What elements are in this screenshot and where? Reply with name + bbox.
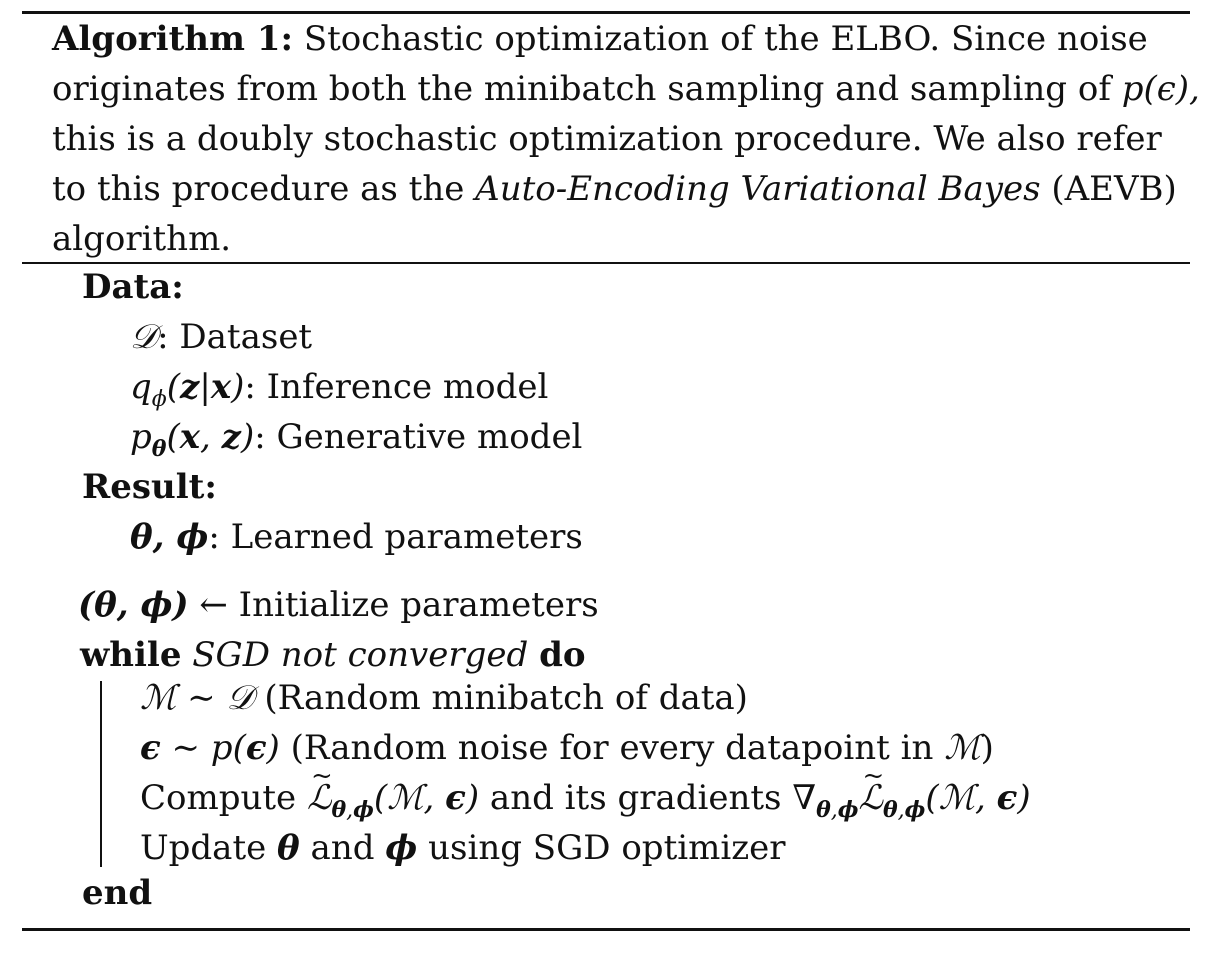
caption-line-2: [52, 64, 1200, 114]
parameters-text: : Learned parameters: [208, 517, 583, 557]
loop-step-update: [140, 823, 786, 873]
caption-math-noise: p(ϵ),: [1121, 69, 1200, 109]
update-text: Update: [140, 828, 278, 868]
compute-elbo-math: ~ ℒ$_{\theta,\phi}$(ℳ, ϵ): [307, 778, 479, 818]
loop-step-minibatch: [140, 673, 748, 723]
data-item-inference-model: [130, 362, 548, 412]
caption-line-3: [52, 114, 1162, 164]
caption-aevb-name: Auto-Encoding Variational Bayes: [475, 169, 1041, 209]
init-arrow: ←: [199, 585, 228, 625]
noise-text: (Random noise for every datapoint in: [279, 728, 945, 768]
caption-line-1: [52, 14, 1148, 64]
while-condition: SGD not converged: [192, 635, 529, 675]
result-item-parameters: [130, 512, 583, 562]
caption-line-4: [52, 164, 1177, 214]
loop-step-compute: [140, 773, 1031, 823]
update-theta: θ: [277, 828, 300, 868]
data-label: Data:: [82, 267, 184, 307]
update-text-3: using SGD optimizer: [417, 828, 786, 868]
inference-symbol: $q_\phi(z|x)$: [130, 367, 245, 412]
bottom-rule: [22, 928, 1190, 931]
caption-text-3: this is a doubly stochastic optimization procedure. We also refer: [52, 119, 1162, 159]
noise-math-2: ℳ: [944, 728, 981, 768]
caption-text-5: algorithm.: [52, 219, 232, 259]
compute-text: Compute: [140, 778, 307, 818]
do-keyword: do: [539, 635, 586, 675]
init-params: (θ, ϕ): [78, 585, 189, 625]
data-item-dataset: [130, 312, 312, 362]
minibatch-text: (Random minibatch of data): [253, 678, 748, 718]
noise-math: ϵ ∼ p(ϵ): [140, 728, 280, 768]
loop-body-bar: [100, 681, 102, 867]
minibatch-math: ℳ ∼ 𝒟: [140, 678, 254, 718]
parameters-symbol: θ, ϕ: [130, 517, 209, 557]
caption-text-4a: to this procedure as the: [52, 169, 476, 209]
result-label: Result:: [82, 467, 217, 507]
update-and: and: [299, 828, 386, 868]
caption-rule: [22, 262, 1190, 264]
compute-gradient-math: $\nabla_{\theta,\phi}\sim$ ℒ$_{\theta,\phi}$(ℳ, ϵ): [792, 778, 1030, 818]
dataset-text: : Dataset: [157, 317, 313, 357]
caption-text-1: Stochastic optimization of the ELBO. Since noise: [303, 19, 1148, 59]
algorithm-caption: [52, 14, 1200, 264]
generative-symbol: $p_\theta(x$, z): [130, 417, 255, 462]
dataset-symbol: 𝒟: [130, 317, 158, 357]
init-text: Initialize parameters: [227, 585, 599, 625]
noise-text-2: ): [980, 728, 994, 768]
while-keyword: while: [80, 635, 182, 675]
generative-text: : Generative model: [254, 417, 583, 457]
algorithm-label: Algorithm 1:: [52, 19, 294, 59]
data-item-generative-model: [130, 412, 582, 462]
init-line: [78, 580, 599, 630]
end-keyword: end: [82, 873, 153, 913]
caption-text-2: originates from both the minibatch sampling and sampling of: [52, 69, 1122, 109]
caption-text-4c: (AEVB): [1040, 169, 1177, 209]
inference-text: : Inference model: [244, 367, 549, 407]
caption-line-5: [52, 214, 1142, 264]
update-phi: ϕ: [385, 828, 418, 868]
compute-text-2: and its gradients: [479, 778, 793, 818]
